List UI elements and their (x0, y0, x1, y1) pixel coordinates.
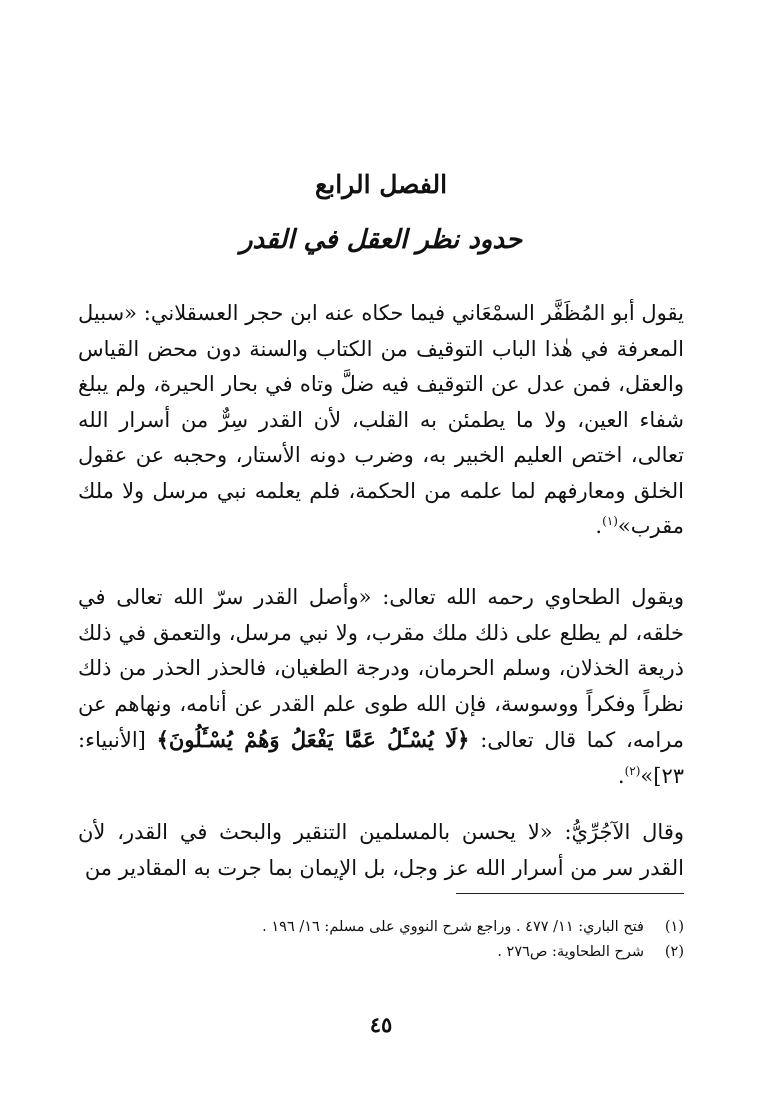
footnote-number: (٢) (664, 944, 684, 960)
footnote-2 (78, 940, 684, 965)
footnote-divider (456, 893, 684, 894)
footnote-ref-2: (٢) (624, 763, 641, 778)
paragraph-samani-quote (78, 296, 684, 545)
paragraph-text: ويقول الطحاوي رحمه الله تعالى: «وأصل القدر سرّ الله تعالى في خلقه، لم يطلع على ذلك ملك مقرب، ولا نبي مرسل، والتعمق في ذلك ذريعة الخذلان، وسلم الحرمان، ودرجة الطغيان، فالحذر الحذر من ذلك نظراً وفكراً ووسوسة، فإن الله طوى علم القدر عن أنامه، ونهاهم عن مرامه، كما قال تعالى: (78, 585, 685, 752)
page-number: ٤٥ (369, 1012, 393, 1037)
footnote-number: (١) (664, 919, 684, 935)
paragraph-text: يقول أبو المُظَفَّر السمْعَاني فيما حكاه عنه ابن حجر العسقلاني: «سبيل المعرفة في هٰذا الباب التوقيف من الكتاب والسنة دون محض القياس والعقل، فمن عدل عن التوقيف فيه ضلَّ وتاه في بحار الحيرة، ولم يبلغ شفاء العين، ولا ما يطمئن به القلب، لأن القدر سِرٌّ من أسرار الله تعالى، اختص العليم الخبير به، وضرب دونه الأستار، وحجبه عن عقول الخلق ومعارفهم لما علمه من الحكمة، فلم يعلمه نبي مرسل ولا ملك مقرب» (78, 301, 684, 538)
paragraph-tahawi-quote (78, 580, 684, 794)
sentence-end: . (595, 514, 603, 538)
footnote-1 (78, 915, 684, 940)
paragraph-text: وقال الآجُرِّيُّ: «لا يحسن بالمسلمين التنقير والبحث في القدر، لأن القدر سر من أسرار الله عز وجل، بل الإيمان بما جرت به المقادير من (78, 820, 684, 880)
paragraph-ajurri-quote (78, 815, 684, 886)
footnotes (78, 915, 684, 965)
chapter-subtitle: حدود نظر العقل في القدر (239, 225, 523, 255)
chapter-title: الفصل الرابع (314, 170, 448, 199)
footnote-ref-1: (١) (602, 514, 618, 528)
verse-citation: [الأنبياء: ٢٣]» (78, 728, 684, 788)
footnote-text: شرح الطحاوية: ص٢٧٦ . (497, 944, 644, 960)
footnote-text: فتح الباري: ١١/ ٤٧٧ . وراجع شرح النووي على مسلم: ١٦/ ١٩٦ . (262, 919, 644, 935)
quran-verse: ﴿لَا يُسْـَٔلُ عَمَّا يَفْعَلُ وَهُمْ يُسْـَٔلُونَ﴾ (156, 727, 470, 752)
sentence-end: . (617, 763, 625, 788)
